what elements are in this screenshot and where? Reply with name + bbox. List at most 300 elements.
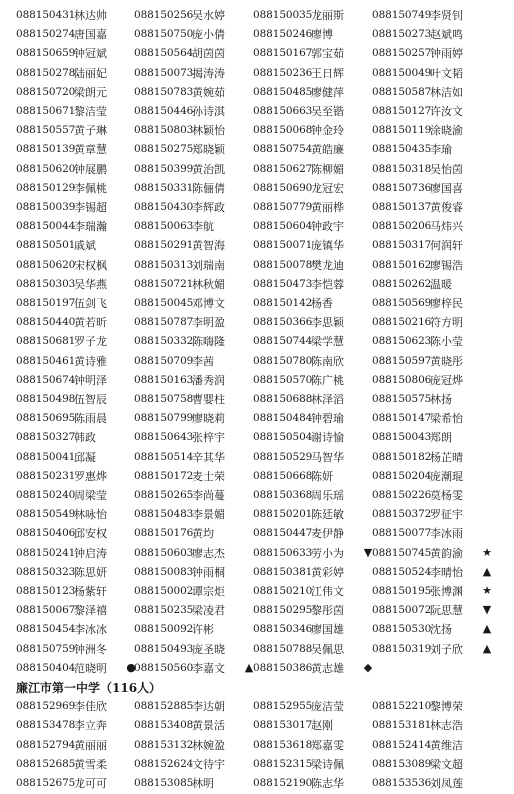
student-entry: [16, 697, 134, 717]
student-entry: [253, 6, 371, 26]
student-name: 陈志华: [311, 777, 344, 790]
student-id: 088150129: [16, 181, 76, 194]
student-entry: [134, 294, 252, 314]
student-id: 088150759: [16, 642, 76, 655]
student-id: 088150240: [16, 489, 76, 501]
student-entry: [253, 736, 371, 756]
list-row: [0, 44, 514, 64]
student-id: 088150381: [253, 565, 313, 578]
student-id: 088150241: [16, 546, 76, 559]
student-entry: [134, 755, 252, 775]
student-name: 林泽滔: [311, 393, 344, 406]
student-name: 黄俊睿: [430, 201, 463, 214]
student-id: 088150671: [16, 105, 76, 117]
student-entry: [372, 505, 490, 525]
student-entry: [134, 448, 252, 468]
student-name: 黄章慧: [74, 143, 107, 157]
student-name: 李航: [192, 220, 214, 234]
student-name: 伍剑飞: [74, 297, 107, 310]
student-id: 088150484: [253, 412, 313, 425]
student-id: 088150216: [372, 316, 432, 329]
student-name: 陈南欣: [311, 354, 344, 368]
student-id: 088150063: [134, 220, 194, 233]
student-name: 张博渊: [430, 585, 463, 598]
list-row: [0, 563, 514, 583]
student-entry: [372, 755, 490, 775]
student-entry: [16, 371, 134, 391]
student-name: 黄皓廉: [311, 143, 344, 157]
student-name: 江伟文: [311, 585, 344, 598]
student-name: 吴佩思: [311, 642, 344, 656]
student-name: 罗征宇: [430, 508, 463, 522]
triangle-up-icon: ▲: [482, 564, 492, 578]
student-name: 林婉盈: [192, 738, 225, 752]
student-id: 088150447: [253, 527, 313, 540]
student-entry: [134, 83, 252, 103]
student-id: 088150137: [372, 201, 432, 213]
student-id: 088150368: [253, 489, 313, 501]
student-name: 陈广桃: [311, 373, 344, 387]
student-entry: [372, 448, 490, 468]
student-name: 邓博文: [192, 297, 225, 310]
student-entry: [16, 659, 134, 679]
student-name: 钟金玲: [311, 124, 344, 138]
student-id: 088150274: [16, 28, 76, 41]
student-entry: [253, 332, 371, 352]
diamond-icon: ◆: [363, 660, 373, 674]
student-entry: [253, 160, 371, 180]
student-id: 088150745: [372, 546, 432, 559]
student-name: 马炜兴: [430, 220, 463, 234]
student-entry: [134, 140, 252, 160]
student-name: 邱安权: [74, 527, 107, 541]
student-name: 黄丽桦: [311, 201, 344, 214]
student-id: 088150668: [253, 469, 313, 482]
student-name: 范晓明: [74, 661, 107, 675]
student-entry: [372, 409, 490, 429]
student-id: 088150758: [134, 393, 194, 405]
student-id: 088150231: [16, 469, 76, 482]
student-name: 温暖: [430, 277, 452, 291]
student-entry: [372, 390, 490, 410]
student-entry: [372, 774, 490, 794]
student-name: 廖梓民: [430, 297, 463, 310]
student-entry: [16, 83, 134, 103]
student-entry: [134, 524, 252, 544]
student-entry: [253, 275, 371, 295]
student-id: 088150659: [16, 47, 76, 60]
student-id: 088150210: [253, 585, 313, 597]
student-entry: [16, 601, 134, 621]
student-name: 黄婉茹: [192, 85, 225, 99]
student-entry: [253, 620, 371, 640]
student-name: 辛其华: [192, 450, 225, 464]
student-name: 吴怡茵: [430, 162, 463, 176]
list-row: [0, 275, 514, 295]
star-icon: ★: [482, 584, 492, 597]
student-id: 088150783: [134, 85, 194, 98]
student-entry: [16, 102, 134, 122]
student-name: 李景媚: [192, 508, 225, 522]
student-name: 赵斌鸣: [430, 28, 463, 42]
student-id: 088150603: [134, 546, 194, 559]
list-row: [0, 256, 514, 276]
list-row: [0, 448, 514, 468]
student-id: 088150440: [16, 316, 76, 329]
student-id: 088153089: [372, 757, 432, 770]
student-name: 陈小莹: [430, 335, 463, 349]
student-entry: [253, 428, 371, 448]
student-entry: [372, 563, 490, 583]
student-entry: [253, 774, 371, 794]
student-id: 088152794: [16, 738, 76, 751]
student-entry: [372, 371, 490, 391]
student-name: 文待宇: [192, 757, 225, 771]
student-entry: [372, 83, 490, 103]
student-entry: [134, 352, 252, 372]
student-id: 088153478: [16, 719, 76, 732]
student-id: 088150044: [16, 220, 76, 233]
student-name: 符方明: [430, 316, 463, 330]
student-id: 088150749: [372, 9, 432, 21]
student-entry: [16, 332, 134, 352]
student-name: 罗子龙: [74, 335, 107, 349]
student-entry: [16, 179, 134, 199]
student-name: 钟展鹏: [74, 162, 107, 176]
student-entry: [16, 448, 134, 468]
student-entry: [253, 236, 371, 256]
student-entry: [134, 467, 252, 487]
student-entry: [134, 313, 252, 333]
student-id: 088150663: [253, 105, 313, 117]
triangle-up-icon: ▲: [244, 660, 254, 674]
student-name: 李达朝: [192, 700, 225, 714]
student-name: 廖锡浩: [430, 258, 463, 272]
student-entry: [372, 25, 490, 45]
student-name: 陈俪倩: [192, 181, 225, 195]
student-entry: [253, 448, 371, 468]
student-entry: [253, 121, 371, 141]
student-entry: [372, 198, 490, 218]
list-row: [0, 486, 514, 506]
student-entry: [253, 390, 371, 410]
list-row: [0, 409, 514, 429]
student-id: 088150560: [134, 661, 194, 674]
student-entry: [16, 620, 134, 640]
student-name: 郭宝茹: [311, 47, 344, 61]
student-entry: [16, 25, 134, 45]
student-id: 088150167: [253, 47, 313, 60]
student-id: 088150318: [372, 162, 432, 175]
student-id: 088152210: [372, 700, 432, 713]
student-entry: [134, 409, 252, 429]
student-id: 088153085: [134, 777, 194, 789]
student-id: 088150461: [16, 354, 76, 367]
student-name: 李嘉文: [192, 661, 225, 675]
student-entry: [134, 44, 252, 64]
student-id: 088150501: [16, 239, 76, 252]
student-id: 088150332: [134, 335, 194, 348]
student-entry: [372, 121, 490, 141]
student-entry: [253, 505, 371, 525]
student-id: 088150493: [134, 642, 194, 655]
student-id: 088150039: [16, 201, 76, 213]
student-id: 088152955: [253, 700, 313, 713]
student-entry: [16, 640, 134, 660]
student-name: 庞洁莹: [311, 700, 344, 714]
student-id: 088150620: [16, 258, 76, 271]
list-row: [0, 179, 514, 199]
list-row: [0, 659, 514, 679]
list-row: [0, 217, 514, 237]
student-entry: [134, 544, 252, 564]
list-row: [0, 313, 514, 333]
student-name: 陈廷敏: [311, 508, 344, 522]
student-id: 088150246: [253, 28, 313, 41]
student-name: 陈柳媚: [311, 162, 344, 176]
student-entry: [253, 83, 371, 103]
list-row: [0, 160, 514, 180]
student-name: 赵刚: [311, 719, 333, 733]
student-entry: [372, 179, 490, 199]
student-id: 088153536: [372, 777, 432, 789]
student-name: 林扬: [430, 393, 452, 406]
student-name: 黄智海: [192, 239, 225, 253]
student-name: 黄韵渝: [430, 546, 463, 560]
student-id: 088150127: [372, 105, 432, 117]
student-name: 伍智辰: [74, 393, 107, 406]
student-entry: [134, 428, 252, 448]
student-entry: [16, 486, 134, 506]
student-name: 黎彤茵: [311, 604, 344, 618]
student-id: 088150071: [253, 239, 313, 252]
student-entry: [253, 524, 371, 544]
student-id: 088150049: [372, 66, 432, 79]
student-entry: [372, 256, 490, 276]
student-id: 088150162: [372, 258, 432, 271]
student-id: 088150564: [134, 47, 194, 60]
student-id: 088153181: [372, 719, 432, 732]
student-name: 罗惠烨: [74, 469, 107, 483]
list-row: [0, 544, 514, 564]
student-entry: [253, 467, 371, 487]
student-entry: [372, 102, 490, 122]
list-row: [0, 716, 514, 736]
student-entry: [134, 332, 252, 352]
student-entry: [134, 582, 252, 602]
student-id: 088150195: [372, 585, 432, 597]
student-entry: [16, 736, 134, 756]
circle-icon: ●: [126, 660, 136, 674]
student-id: 088153132: [134, 738, 194, 751]
student-entry: [372, 217, 490, 237]
student-id: 088150182: [372, 450, 432, 463]
student-entry: [253, 486, 371, 506]
list-row: [0, 83, 514, 103]
student-name: 刘子欣: [430, 642, 463, 656]
student-id: 088150549: [16, 508, 76, 521]
student-id: 088150291: [134, 239, 194, 252]
student-id: 088150067: [16, 604, 76, 617]
student-name: 林明: [192, 777, 214, 790]
student-name: 廖健萍: [311, 85, 344, 99]
student-name: 郑嘉雯: [311, 738, 344, 752]
student-name: 林咏怡: [74, 508, 107, 522]
student-name: 叶文韬: [430, 66, 463, 80]
student-name: 郑朗: [430, 431, 452, 445]
student-entry: [16, 236, 134, 256]
student-name: 廖国雄: [311, 623, 344, 637]
list-row: [0, 467, 514, 487]
student-id: 088150078: [253, 258, 313, 271]
student-name: 黄彩婷: [311, 565, 344, 579]
student-id: 088150043: [372, 431, 432, 444]
student-entry: [372, 64, 490, 84]
student-name: 陈嗨隆: [192, 335, 225, 349]
student-name: 钟雨桐: [192, 565, 225, 579]
student-name: 梁朗元: [74, 85, 107, 99]
student-id: 088150262: [372, 277, 432, 290]
student-id: 088150530: [372, 623, 432, 636]
student-entry: [134, 25, 252, 45]
student-id: 088150799: [134, 412, 194, 425]
student-id: 088150323: [16, 565, 76, 578]
student-entry: [16, 716, 134, 736]
student-entry: [372, 428, 490, 448]
student-id: 088150806: [372, 373, 432, 386]
student-entry: [134, 390, 252, 410]
student-id: 088150172: [134, 469, 194, 482]
student-entry: [253, 755, 371, 775]
student-name: 樊龙迪: [311, 258, 344, 272]
student-name: 李茜: [192, 354, 214, 368]
student-entry: [253, 697, 371, 717]
student-id: 088150570: [253, 373, 313, 386]
student-id: 088150317: [372, 239, 432, 252]
student-id: 088150779: [253, 201, 313, 213]
student-id: 088150688: [253, 393, 313, 405]
student-id: 088150473: [253, 277, 313, 290]
student-id: 088150788: [253, 642, 313, 655]
student-entry: [253, 659, 371, 679]
student-id: 088150295: [253, 604, 313, 617]
student-entry: [134, 563, 252, 583]
student-id: 088150454: [16, 623, 76, 636]
student-name: 梁凌君: [192, 604, 225, 618]
student-entry: [16, 160, 134, 180]
student-name: 孙诗淇: [192, 105, 225, 118]
student-entry: [372, 601, 490, 621]
student-entry: [372, 716, 490, 736]
student-id: 088150123: [16, 585, 76, 597]
student-entry: [372, 620, 490, 640]
student-entry: [16, 44, 134, 64]
student-name: 陈思妍: [74, 565, 107, 579]
student-name: 龙可可: [74, 777, 107, 790]
list-row: [0, 390, 514, 410]
student-id: 088150256: [134, 9, 194, 21]
list-row: [0, 332, 514, 352]
student-name: 黎洁莹: [74, 105, 107, 118]
list-row: [0, 582, 514, 602]
student-id: 088150754: [253, 143, 313, 156]
list-row: [0, 102, 514, 122]
student-id: 088150257: [372, 47, 432, 60]
student-id: 088150575: [372, 393, 432, 405]
student-id: 088150633: [253, 546, 313, 559]
student-name: 黄雪柔: [74, 757, 107, 771]
student-id: 088150803: [134, 124, 194, 137]
student-name: 李立奔: [74, 719, 107, 733]
student-entry: [16, 64, 134, 84]
student-id: 088150119: [372, 124, 432, 137]
student-entry: [372, 467, 490, 487]
student-entry: [253, 44, 371, 64]
student-id: 088150514: [134, 450, 194, 463]
student-name: 曹婴柱: [192, 393, 225, 406]
student-id: 088150346: [253, 623, 313, 636]
student-id: 088150235: [134, 604, 194, 617]
student-name: 梁希怡: [430, 412, 463, 426]
student-entry: [16, 6, 134, 26]
student-id: 088150736: [372, 181, 432, 194]
student-id: 088150709: [134, 354, 194, 367]
student-name: 庞圣晓: [192, 642, 225, 656]
student-name: 谢诗愉: [311, 431, 344, 445]
list-row: [0, 25, 514, 45]
student-id: 088150139: [16, 143, 76, 156]
student-id: 088150435: [372, 143, 432, 156]
student-entry: [253, 294, 371, 314]
student-entry: [16, 217, 134, 237]
student-name: 李瑜: [430, 143, 452, 157]
student-entry: [253, 64, 371, 84]
student-entry: [372, 294, 490, 314]
student-id: 088152685: [16, 757, 76, 770]
student-name: 黄治凯: [192, 162, 225, 176]
student-entry: [16, 256, 134, 276]
student-name: 李明盈: [192, 316, 225, 330]
student-id: 088150623: [372, 335, 432, 348]
student-id: 088150399: [134, 162, 194, 175]
student-name: 李佳欣: [74, 700, 107, 714]
student-name: 梁学慧: [311, 335, 344, 349]
student-entry: [134, 198, 252, 218]
student-id: 088150430: [134, 201, 194, 213]
student-entry: [16, 582, 134, 602]
student-entry: [16, 544, 134, 564]
student-entry: [253, 313, 371, 333]
student-id: 088152624: [134, 757, 194, 770]
student-entry: [134, 121, 252, 141]
student-name: 张梓宇: [192, 431, 225, 445]
student-name: 庞镇华: [311, 239, 344, 253]
student-id: 088150524: [372, 565, 432, 578]
student-id: 088152414: [372, 738, 432, 751]
student-name: 梁诗佩: [311, 757, 344, 771]
student-name: 何润轩: [430, 239, 463, 253]
student-entry: [134, 620, 252, 640]
student-entry: [253, 409, 371, 429]
student-id: 088153618: [253, 738, 313, 751]
student-id: 088150206: [372, 220, 432, 233]
student-entry: [16, 352, 134, 372]
student-entry: [253, 25, 371, 45]
student-entry: [134, 64, 252, 84]
student-name: 钟雨婷: [430, 47, 463, 61]
student-entry: [253, 179, 371, 199]
student-id: 088150431: [16, 9, 76, 21]
